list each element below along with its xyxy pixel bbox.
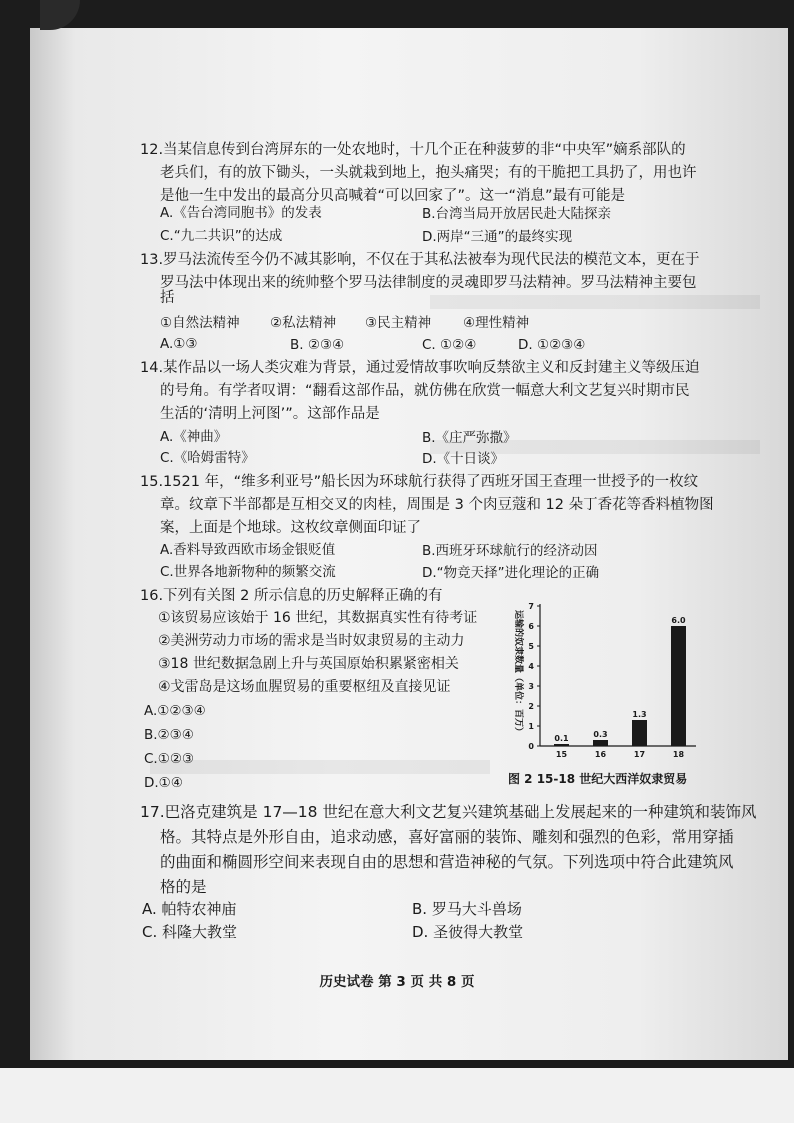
q13-option-d[interactable]: D. ①②③④ xyxy=(518,337,586,353)
slave-trade-bar-chart xyxy=(506,598,701,760)
y-tick-label: 3 xyxy=(528,682,534,691)
page-footer: 历史试卷 第 3 页 共 8 页 xyxy=(319,974,475,990)
q15-option-d[interactable]: D.“物竞天择”进化理论的正确 xyxy=(422,565,600,581)
bar-16 xyxy=(593,740,608,746)
value-labels xyxy=(554,616,686,743)
y-tick-label: 4 xyxy=(528,662,534,671)
corner-shadow xyxy=(40,0,80,30)
q12-option-a[interactable]: A.《告台湾同胞书》的发表 xyxy=(160,205,322,221)
q16-item: ③18 世纪数据急剧上升与英国原始积累紧密相关 xyxy=(158,656,459,672)
q12-option-d[interactable]: D.两岸“三通”的最终实现 xyxy=(422,229,573,245)
q15-option-a[interactable]: A.香料导致西欧市场金银贬值 xyxy=(160,542,336,558)
q15-line: 15.1521 年，“维多利亚号”船长因为环球航行获得了西班牙国王查理一世授予的一枚纹 xyxy=(140,474,699,490)
bleed-through xyxy=(150,760,490,774)
q17-line: 的曲面和椭圆形空间来表现自由的思想和营造神秘的气氛。下列选项中符合此建筑风 xyxy=(160,853,734,871)
q15-option-b[interactable]: B.西班牙环球航行的经济动因 xyxy=(422,543,598,559)
q12-line: 是他一生中发出的最高分贝高喊着“可以回家了”。这一“消息”最有可能是 xyxy=(160,188,626,204)
q13-item: ①自然法精神 xyxy=(160,315,240,331)
value-label: 0.3 xyxy=(593,730,608,739)
y-tick-label: 6 xyxy=(528,622,534,631)
y-tick-label: 7 xyxy=(528,602,534,611)
q13-line: 13.罗马法流传至今仍不减其影响，不仅在于其私法被奉为现代民法的模范文本，更在于 xyxy=(140,252,700,268)
q13-option-a[interactable]: A.①③ xyxy=(160,336,198,352)
value-label: 6.0 xyxy=(671,616,686,625)
q12-line: 12.当某信息传到台湾屏东的一处农地时，十几个正在种菠萝的非“中央军”嫡系部队的 xyxy=(140,142,686,158)
y-tick-label: 0 xyxy=(528,742,534,751)
q15-line: 章。纹章下半部都是互相交叉的肉桂，周围是 3 个肉豆蔻和 12 朵丁香花等香料植物图 xyxy=(160,497,714,513)
q13-item: ②私法精神 xyxy=(270,315,337,331)
q12-option-b[interactable]: B.台湾当局开放居民赴大陆探亲 xyxy=(422,206,612,222)
q16-item: ④戈雷岛是这场血腥贸易的重要枢纽及直接见证 xyxy=(158,679,451,695)
q16-item: ①该贸易应该始于 16 世纪，其数据真实性有待考证 xyxy=(158,610,478,626)
q13-line: 括 xyxy=(160,290,175,306)
q17-option-b[interactable]: B. 罗马大斗兽场 xyxy=(412,900,522,918)
bars xyxy=(554,626,686,746)
bar-18 xyxy=(671,626,686,746)
q16-item: ②美洲劳动力市场的需求是当时奴隶贸易的主动力 xyxy=(158,633,465,649)
q13-item: ③民主精神 xyxy=(365,315,432,331)
q13-item: ④理性精神 xyxy=(463,315,530,331)
q15-line: 案，上面是个地球。这枚纹章侧面印证了 xyxy=(160,520,421,536)
q14-option-c[interactable]: C.《哈姆雷特》 xyxy=(160,450,255,466)
q15-option-c[interactable]: C.世界各地新物种的频繁交流 xyxy=(160,564,336,580)
y-tick-label: 5 xyxy=(528,642,534,651)
q14-option-b[interactable]: B.《庄严弥撒》 xyxy=(422,430,517,446)
q16-option-a[interactable]: A.①②③④ xyxy=(144,703,206,719)
q12-option-c[interactable]: C.“九二共识”的达成 xyxy=(160,228,283,244)
y-tick-label: 2 xyxy=(528,702,534,711)
bar-15 xyxy=(554,744,569,746)
q17-line: 格。其特点是外形自由，追求动感，喜好富丽的装饰、雕刻和强烈的色彩，常用穿插 xyxy=(160,828,734,846)
q14-option-d[interactable]: D.《十日谈》 xyxy=(422,451,505,467)
x-tick-labels xyxy=(556,750,685,759)
x-tick-label: 15 xyxy=(555,750,568,759)
q13-option-b[interactable]: B. ②③④ xyxy=(290,337,345,353)
q14-line: 14.某作品以一场人类灾难为背景，通过爱情故事吹响反禁欲主义和反封建主义等级压迫 xyxy=(140,360,700,376)
bar-17 xyxy=(632,720,647,746)
bleed-through xyxy=(430,295,760,309)
q14-line: 生活的‘清明上河图’”。这部作品是 xyxy=(160,406,380,422)
x-tick-label: 17 xyxy=(633,750,646,759)
q16-line: 16.下列有关图 2 所示信息的历史解释正确的有 xyxy=(140,588,443,604)
value-label: 1.3 xyxy=(632,710,647,719)
q13-option-c[interactable]: C. ①②④ xyxy=(422,337,477,353)
q17-option-a[interactable]: A. 帕特农神庙 xyxy=(142,900,237,918)
y-ticks xyxy=(528,602,540,751)
y-axis-label: 运输的奴隶数量（单位：百万） xyxy=(513,609,523,737)
x-tick-label: 16 xyxy=(594,750,607,759)
q16-option-c[interactable]: C.①②③ xyxy=(144,751,195,767)
y-tick-label: 1 xyxy=(528,722,534,731)
q14-option-a[interactable]: A.《神曲》 xyxy=(160,429,228,445)
q16-option-b[interactable]: B.②③④ xyxy=(144,727,194,743)
q14-line: 的号角。有学者叹谓：“翻看这部作品，就仿佛在欣赏一幅意大利文艺复兴时期市民 xyxy=(160,383,690,399)
x-tick-label: 18 xyxy=(672,750,685,759)
q17-option-d[interactable]: D. 圣彼得大教堂 xyxy=(412,923,524,941)
q17-option-c[interactable]: C. 科隆大教堂 xyxy=(142,923,238,941)
q12-line: 老兵们，有的放下锄头，一头就栽到地上，抱头痛哭；有的干脆把工具扔了，用也许 xyxy=(160,165,697,181)
q17-line: 格的是 xyxy=(160,878,207,896)
scan-margin xyxy=(0,1068,794,1123)
q16-option-d[interactable]: D.①④ xyxy=(144,775,183,791)
q17-line: 17.巴洛克建筑是 17—18 世纪在意大利文艺复兴建筑基础上发展起来的一种建筑和装饰风 xyxy=(140,803,757,821)
value-label: 0.1 xyxy=(554,734,569,743)
chart-caption: 图 2 15-18 世纪大西洋奴隶贸易 xyxy=(508,772,688,786)
q13-line: 罗马法中体现出来的统帅整个罗马法律制度的灵魂即罗马法精神。罗马法精神主要包 xyxy=(160,275,697,291)
